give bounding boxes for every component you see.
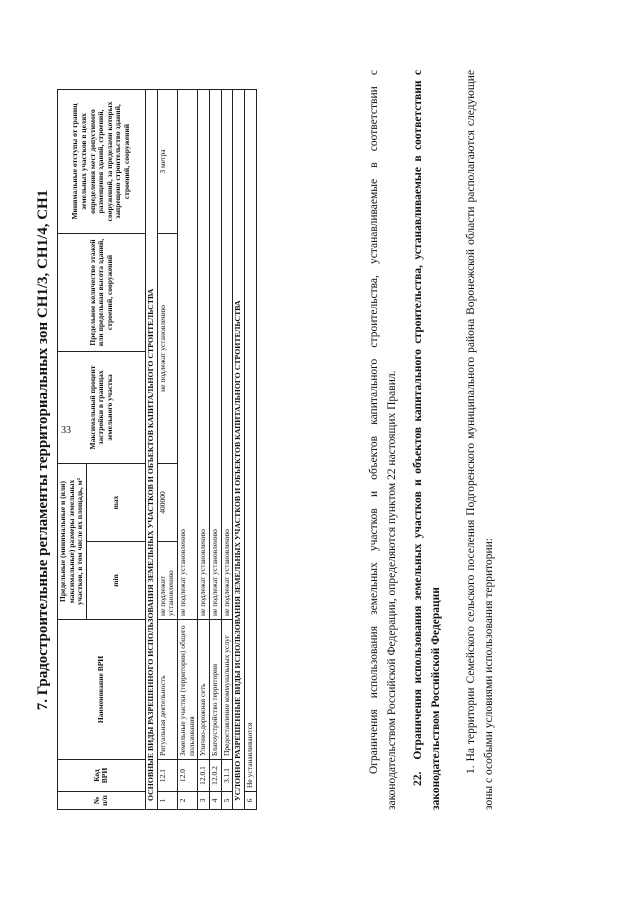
row-name: Улично-дорожная сеть <box>198 620 210 760</box>
header-percent: Максимальный процент застройки в границах земельного участка <box>58 351 146 463</box>
table-row <box>157 89 177 809</box>
section-22-title: Ограничения использования земельных участков и объектов капитального строительства, устанавливаемые в соответствии с законодательством Российской Федерации <box>411 70 442 810</box>
section-main-label: ОСНОВНЫЕ ВИДЫ РАЗРЕШЕННОГО ИСПОЛЬЗОВАНИЯ ЗЕМЕЛЬНЫХ УЧАСТКОВ И ОБЪЕКТОВ КАПИТАЛЬНОГО СТРОИТЕЛЬСТВА <box>145 89 157 809</box>
row-num: 1 <box>157 792 177 810</box>
section-row-conditional <box>233 89 245 809</box>
table-row <box>178 89 198 809</box>
row-code: 12.0 <box>178 760 198 792</box>
row-num: 6 <box>245 792 257 810</box>
header-setback: Минимальные отступы от границ земельных участков в целях определения мест допустимого размещения зданий, строений, сооружений, за пределами которых запрещено строительство зданий, строений, сооружений <box>58 89 146 233</box>
table-row <box>245 89 257 809</box>
row-code: 12.1 <box>157 760 177 792</box>
page-title: 7. Градостроительные регламенты территориальных зон СН1/3, СН1/4, СН1 <box>35 189 51 711</box>
row-name: Земельные участки (территории) общего пользования <box>178 620 198 760</box>
row-values: не подлежат установлению <box>198 89 210 619</box>
row-num: 3 <box>198 792 210 810</box>
row-values: не подлежат установлению <box>221 89 233 619</box>
rotated-page-content <box>35 30 615 870</box>
row-num: 2 <box>178 792 198 810</box>
section-conditional-label: УСЛОВНО РАЗРЕШЕННЫЕ ВИДЫ ИСПОЛЬЗОВАНИЯ ЗЕМЕЛЬНЫХ УЧАСТКОВ И ОБЪЕКТОВ КАПИТАЛЬНОГО СТРОИТЕЛЬСТВА <box>233 89 245 809</box>
row-num: 4 <box>209 792 221 810</box>
paragraph-restrictions: Ограничения использования земельных участков и объектов капитального строительства, устанавливаемые в соответствии с законодательством Российской Федерации, определяются пунктом 22 настоящих Правил. <box>367 70 398 810</box>
row-code: 12.0.2 <box>209 760 221 792</box>
page-number: 33 <box>61 425 71 436</box>
row-values: не подлежат установлению <box>209 89 221 619</box>
header-sizes: Предельные (минимальные и (или) максимальные) размеры земельных участков, в том числе их площадь, м² <box>58 463 87 619</box>
regulations-table <box>57 89 257 810</box>
section-22-number: 22. <box>411 771 424 786</box>
table-row <box>221 89 233 809</box>
row-setback: 3 метра <box>157 89 177 233</box>
row-code: 12.0.1 <box>198 760 210 792</box>
row-name: Благоустройство территории <box>209 620 221 760</box>
header-name: Наименование ВРИ <box>58 620 146 760</box>
row-values: не подлежат установлению <box>178 89 198 619</box>
row-max: 400000 <box>157 463 177 541</box>
row-code: 3.1.1 <box>221 760 233 792</box>
header-num: № п/п <box>58 792 146 810</box>
row-min: не подлежит установлению <box>157 542 177 620</box>
section-row-main <box>145 89 157 809</box>
header-max: max <box>86 463 145 541</box>
header-code: Код ВРИ <box>58 760 146 792</box>
header-floors: Предельное количество этажей или предельная высота зданий, строений, сооружений <box>58 233 146 351</box>
section-22-heading <box>409 70 445 810</box>
table-row <box>198 89 210 809</box>
row-text: Не устанавливаются <box>245 89 257 791</box>
row-name: Предоставление коммунальных услуг <box>221 620 233 760</box>
table-row <box>209 89 221 809</box>
row-name: Ритуальная деятельность <box>157 620 177 760</box>
paragraph-zones: 1. На территории Семейского сельского поселения Подгоренского муниципального района Воронежской области располагаются следующие зоны с особыми условиями использования территории: <box>464 70 495 810</box>
header-min: min <box>86 542 145 620</box>
row-percent-floors: не подлежат установлению <box>157 233 177 463</box>
row-num: 5 <box>221 792 233 810</box>
